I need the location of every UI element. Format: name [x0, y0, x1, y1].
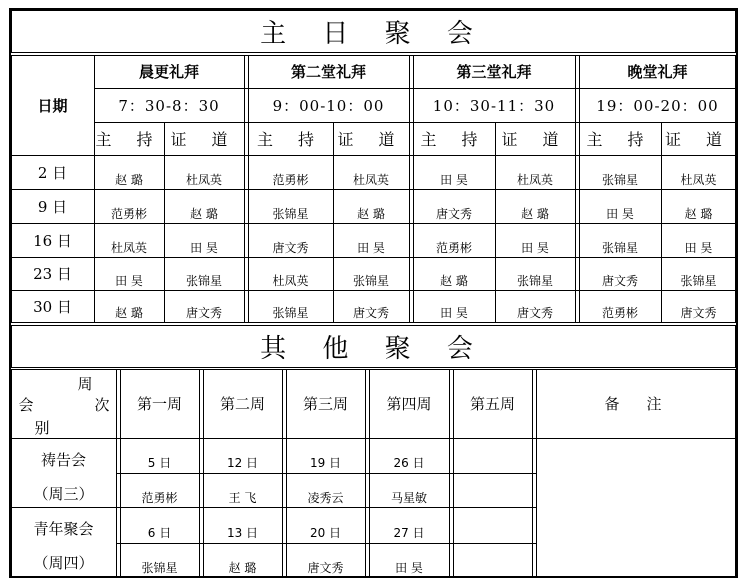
role-host-4: 主 持	[586, 130, 654, 149]
table-cell: 12 日	[226, 455, 259, 470]
table-cell: 田 昊	[440, 172, 468, 187]
corner-ci-label: 次	[94, 395, 110, 414]
week-header-4: 第四周	[386, 395, 432, 413]
table-cell: 唐文秀	[185, 305, 222, 320]
table-cell: 赵 璐	[115, 172, 143, 187]
service-name-4: 晚堂礼拜	[627, 63, 688, 81]
role-preach-1: 证 道	[170, 130, 238, 149]
table-cell: 范勇彬	[141, 490, 178, 505]
table-cell: 赵 璐	[684, 206, 713, 221]
table-cell: 杜凤英	[110, 240, 147, 255]
table-cell: 唐文秀	[680, 305, 717, 320]
table-cell: 26 日	[393, 455, 425, 470]
service-time-2: 9：00-10：00	[272, 96, 385, 115]
service-name-2: 第二堂礼拜	[290, 63, 366, 81]
table-cell: 杜凤英	[272, 274, 309, 288]
table-cell: 唐文秀	[352, 305, 389, 320]
table-cell: 张锦星	[516, 274, 553, 288]
table-cell: 杜凤英	[516, 172, 553, 187]
table-cell: 田 昊	[521, 240, 549, 255]
table-cell: 田 昊	[440, 305, 468, 320]
table-cell: 19 日	[309, 455, 342, 470]
week-header-2: 第二周	[219, 395, 265, 413]
table-cell: 6 日	[147, 525, 172, 540]
main-title: 主 日 聚 会	[260, 19, 487, 49]
week-header-5: 第五周	[469, 395, 515, 413]
table-cell: 田 昊	[395, 560, 423, 575]
table-cell: 赵 璐	[190, 206, 218, 221]
table-cell: 杜凤英	[680, 172, 717, 187]
table-cell: 张锦星	[141, 560, 178, 575]
row-date: 9 日	[37, 197, 68, 216]
table-cell: 张锦星	[272, 206, 309, 221]
table-cell: 赵 璐	[521, 206, 549, 221]
service-time-3: 10：30-11：30	[432, 96, 556, 115]
table-cell: 唐文秀	[516, 305, 553, 320]
table-cell: 杜凤英	[185, 172, 222, 187]
role-preach-2: 证 道	[337, 130, 405, 149]
table-cell: 唐文秀	[307, 560, 344, 575]
table-cell: 田 昊	[190, 240, 218, 255]
table-cell: 张锦星	[601, 172, 638, 187]
table-cell: 张锦星	[272, 305, 309, 320]
role-host-2: 主 持	[256, 130, 325, 149]
table-cell: 13 日	[226, 525, 259, 540]
corner-bie-label: 别	[34, 418, 50, 437]
corner-week-label: 周	[77, 374, 93, 393]
service-name-3: 第三堂礼拜	[456, 63, 532, 81]
table-cell: 赵 璐	[357, 206, 385, 221]
role-host-3: 主 持	[420, 130, 488, 149]
service-time-1: 7：30-8：30	[118, 96, 220, 115]
service-time-4: 19：00-20：00	[596, 96, 719, 115]
table-cell: 赵 璐	[115, 305, 143, 320]
corner-hui-label: 会	[18, 395, 34, 414]
row-date: 30 日	[33, 298, 72, 316]
table-cell: 范勇彬	[272, 172, 309, 187]
table-cell: 杜凤英	[352, 172, 389, 187]
table-cell: 张锦星	[680, 274, 717, 288]
table-cell: 27 日	[393, 525, 425, 540]
table-cell: 田 昊	[684, 240, 713, 255]
meeting-day: （周三）	[33, 484, 94, 503]
table-cell	[453, 442, 532, 482]
table-cell: 田 昊	[115, 274, 143, 288]
table-cell: 马星敏	[390, 490, 427, 505]
table-cell	[453, 550, 532, 584]
table-cell: 田 昊	[606, 206, 634, 221]
remarks-header: 备 注	[604, 395, 668, 413]
table-cell: 赵 璐	[228, 560, 257, 575]
week-header-3: 第三周	[302, 395, 348, 413]
row-date: 23 日	[33, 265, 72, 283]
role-preach-3: 证 道	[501, 130, 569, 149]
date-header: 日期	[37, 96, 68, 115]
table-cell	[453, 512, 532, 552]
meeting-name: 青年聚会	[33, 519, 94, 538]
row-date: 16 日	[33, 231, 72, 250]
table-cell	[453, 480, 532, 514]
role-host-1: 主 持	[95, 130, 163, 149]
table-cell: 张锦星	[601, 240, 638, 255]
table-cell: 唐文秀	[601, 274, 638, 288]
table-cell: 范勇彬	[435, 240, 472, 255]
table-cell: 张锦星	[352, 274, 389, 288]
table-cell: 田 昊	[357, 240, 385, 255]
other-title: 其 他 聚 会	[260, 334, 487, 364]
table-cell: 20 日	[309, 525, 342, 540]
row-date: 2 日	[37, 163, 68, 182]
table-cell: 范勇彬	[110, 206, 147, 221]
meeting-day: （周四）	[33, 553, 94, 572]
table-cell: 赵 璐	[440, 274, 468, 288]
service-name-1: 晨更礼拜	[138, 63, 199, 81]
role-preach-4: 证 道	[664, 130, 733, 149]
meeting-name: 祷告会	[40, 450, 86, 469]
week-header-1: 第一周	[136, 395, 182, 413]
table-cell: 5 日	[147, 455, 172, 470]
table-cell: 唐文秀	[272, 240, 309, 255]
table-cell: 凌秀云	[307, 490, 344, 505]
table-cell: 唐文秀	[435, 206, 472, 221]
table-cell: 范勇彬	[601, 305, 638, 320]
table-cell: 张锦星	[185, 274, 222, 288]
table-cell: 王 飞	[228, 490, 257, 505]
